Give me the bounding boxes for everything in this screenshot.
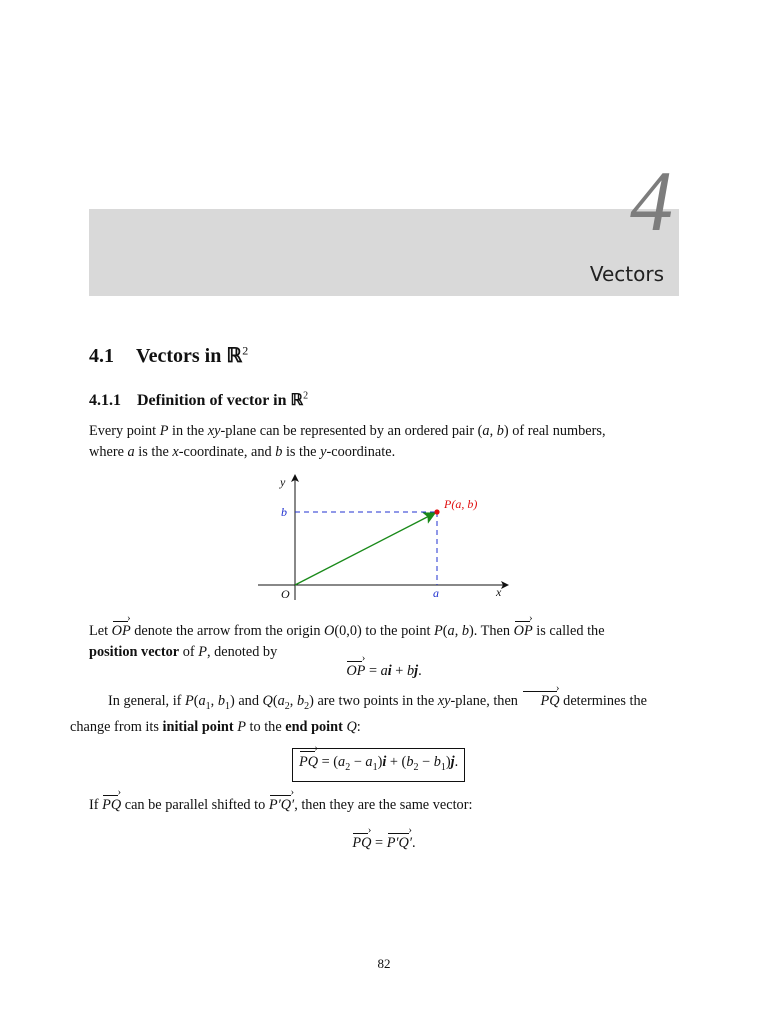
equation-same-vector: PQ › = P′Q′ ›. <box>0 833 768 854</box>
boxed-equation-pq: PQ › = $(a_2 - a_1)i + (b_2 - b_1)j$. <box>292 748 465 782</box>
subsection-number: 4.1.1 <box>89 392 121 409</box>
paragraph-general: In general, if $P(a_1$, $b_1$) and $Q(a_2$, $b_2$) are two points in the xy-plane, then PQ › determines the change from its initial point P to the end point Q: <box>89 691 679 738</box>
origin-label: O <box>281 587 290 601</box>
equation-position-vector: OP › = ai + bj. <box>0 661 768 682</box>
paragraph-position-vector: Let OP › denote the arrow from the origin O(0,0) to the point P(a, b). Then OP › is called the position vector of P, denoted by <box>89 621 679 662</box>
page-number: 82 <box>377 956 391 971</box>
a-label: a <box>433 586 439 600</box>
position-vector-figure <box>250 470 520 605</box>
point-p-label: P(a, b) <box>444 497 478 511</box>
vector-op-arrow <box>295 513 435 585</box>
section-title: Vectors in ℝ <box>136 345 243 367</box>
chapter-number: 4 <box>630 153 673 249</box>
x-axis-label: x <box>496 585 502 599</box>
point-p <box>434 509 439 514</box>
paragraph-intro: Every point P in the xy-plane can be represented by an ordered pair (a, b) of real numbers, where a is the x-coordinate, and b is the y-coordinate. <box>89 423 606 460</box>
b-label: b <box>281 505 287 519</box>
subsection-title-sup: 2 <box>303 390 309 402</box>
y-axis-label: y <box>280 475 286 489</box>
paragraph-parallel-shift: If PQ › can be parallel shifted to P′Q′ ›, then they are the same vector: <box>89 795 679 816</box>
section-heading <box>89 343 248 368</box>
subsection-heading <box>89 390 308 410</box>
section-number: 4.1 <box>89 345 114 367</box>
subsection-title: Definition of vector in ℝ <box>137 392 304 409</box>
chapter-title: Vectors <box>589 262 664 286</box>
section-title-sup: 2 <box>242 343 249 358</box>
